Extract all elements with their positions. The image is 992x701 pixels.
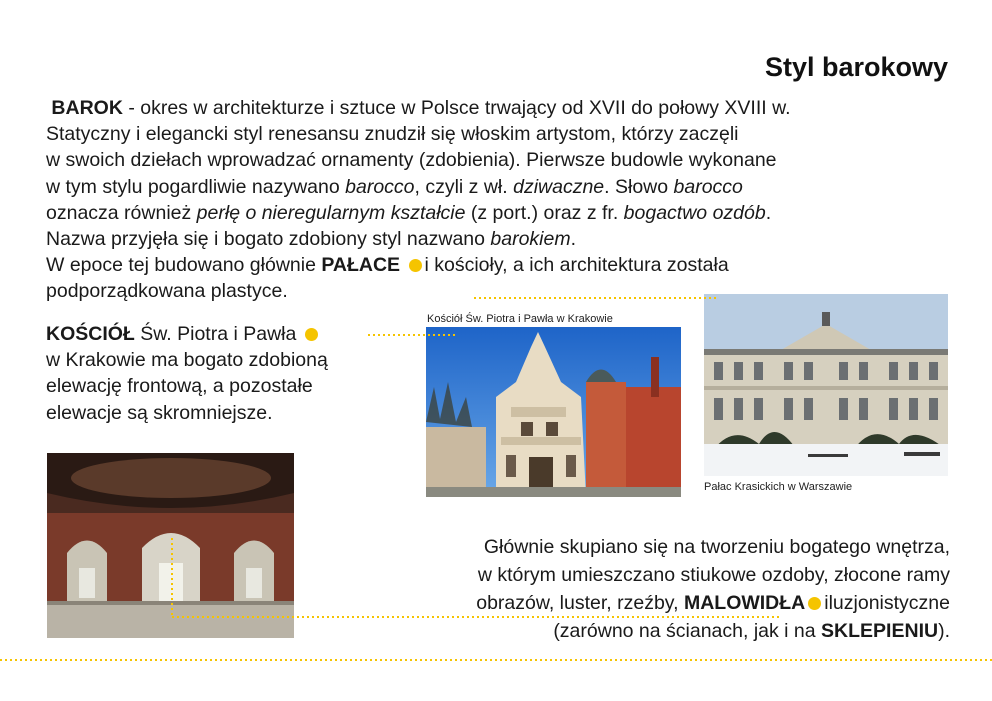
interior-text: w którym umieszczano stiukowe ozdoby, złocone ramy <box>477 564 950 586</box>
interior-text: ). <box>938 620 950 642</box>
interior-paragraph <box>350 533 950 645</box>
intro-line-8: podporządkowana plastyce. <box>46 280 288 303</box>
intro-line-2: Statyczny i elegancki styl renesansu znudził się włoskim artystom, którzy zaczęli <box>46 123 739 146</box>
intro-line-5: oznacza również <box>46 201 197 224</box>
term-barok: BAROK <box>51 97 123 119</box>
interior-text: Głównie skupiano się na tworzeniu bogatego wnętrza, <box>483 536 950 558</box>
church-description <box>46 321 406 426</box>
palace-photo <box>704 294 948 476</box>
term-malowidla: MALOWIDŁA <box>683 592 806 614</box>
church-photo <box>426 327 681 497</box>
page-title: Styl barokowy <box>764 52 948 82</box>
term-barocco: barocco <box>345 175 415 198</box>
malowidla-marker-dot <box>808 597 821 610</box>
intro-text: , czyli z wł. <box>414 175 514 198</box>
church-caption: Kościół Św. Piotra i Pawła w Krakowie <box>427 313 613 325</box>
church-marker-dot <box>305 328 318 341</box>
intro-text: . <box>570 228 577 251</box>
term-dziwaczne: dziwaczne <box>513 175 605 198</box>
church-text: elewacje są skromniejsze. <box>46 401 273 424</box>
intro-line-3: w swoich dziełach wprowadzać ornamenty (zdobienia). Pierwsze budowle wykonane <box>46 149 777 172</box>
intro-text: . Słowo <box>604 175 674 198</box>
intro-text: . <box>765 201 772 224</box>
church-text: elewację frontową, a pozostałe <box>46 375 313 398</box>
interior-text: iluzjonistyczne <box>824 592 950 614</box>
interior-text: obrazów, luster, rzeźby, <box>476 592 684 614</box>
term-palace: PAŁACE <box>321 254 401 277</box>
palace-caption: Pałac Krasickich w Warszawie <box>704 481 853 493</box>
intro-line-6: Nazwa przyjęła się i bogato zdobiony styl nazwano <box>46 228 491 251</box>
intro-paragraph <box>46 95 956 305</box>
intro-line-4: w tym stylu pogardliwie nazywano <box>46 175 346 198</box>
intro-text: i kościoły, a ich architektura została <box>424 254 729 277</box>
palace-marker-dot <box>409 259 422 272</box>
term-perla: perłę o nieregularnym kształcie <box>196 201 466 224</box>
church-text: w Krakowie ma bogato zdobioną <box>46 349 328 372</box>
intro-line-7: W epoce tej budowano głównie <box>46 254 322 277</box>
term-bogactwo: bogactwo ozdób <box>623 201 766 224</box>
term-barokiem: barokiem <box>490 228 571 251</box>
interior-photo <box>47 453 294 638</box>
intro-text: (z port.) oraz z fr. <box>465 201 624 224</box>
church-text: Św. Piotra i Pawła <box>134 323 297 345</box>
term-sklepieniu: SKLEPIENIU <box>821 620 939 642</box>
interior-text: (zarówno na ścianach, jak i na <box>553 620 822 642</box>
term-barocco-2: barocco <box>673 175 743 198</box>
term-kosciol: KOŚCIÓŁ <box>46 323 135 345</box>
intro-line-1: - okres w architekturze i sztuce w Polsce trwający od XVII do połowy XVIII w. <box>122 97 791 119</box>
